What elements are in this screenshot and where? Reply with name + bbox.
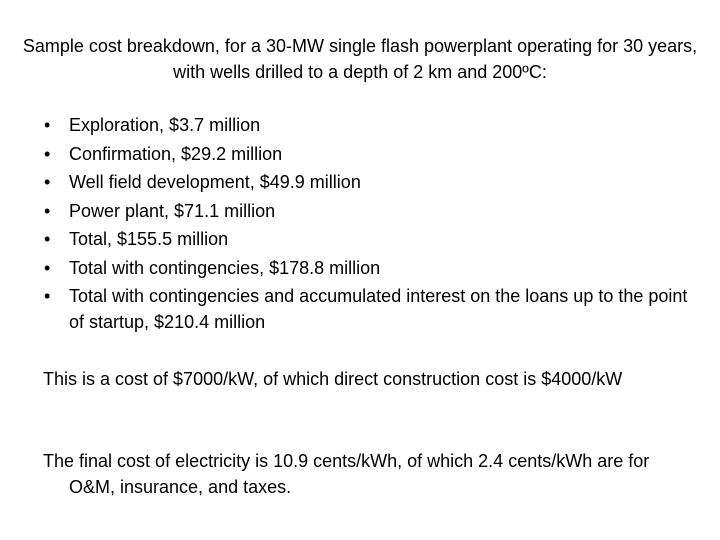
list-item-text: Total, $155.5 million <box>69 229 229 249</box>
list-item-text: Power plant, $71.1 million <box>69 200 276 221</box>
bullet-marker: • <box>44 115 51 135</box>
list-item <box>44 254 704 283</box>
list-item <box>44 197 704 226</box>
cost-breakdown-list <box>44 111 704 337</box>
bullet-marker: • <box>44 229 51 249</box>
bullet-marker: • <box>44 143 51 164</box>
list-item-text: Well field development, $49.9 million <box>69 172 361 192</box>
list-item <box>44 168 704 197</box>
list-item-text: Exploration, $3.7 million <box>69 115 261 135</box>
list-item-text: Total with contingencies, $178.8 million <box>69 257 381 278</box>
list-item <box>44 225 704 254</box>
slide-title: Sample cost breakdown, for a 30-MW single flash powerplant operating for 30 years, with wells drilled to a depth of 2 km and 200ºC: <box>22 36 698 82</box>
list-item-text: Confirmation, $29.2 million <box>69 143 283 164</box>
list-item <box>44 140 704 169</box>
bullet-marker: • <box>44 172 51 192</box>
bullet-marker: • <box>44 286 51 306</box>
list-item <box>44 111 704 140</box>
bullet-marker: • <box>44 200 51 221</box>
electricity-cost-paragraph: The final cost of electricity is 10.9 cents/kWh, of which 2.4 cents/kWh are for O&M, insurance, and taxes. <box>43 451 650 497</box>
bullet-marker: • <box>44 257 51 278</box>
list-item-text: Total with contingencies and accumulated interest on the loans up to the point of startup, $210.4 million <box>69 286 688 332</box>
list-item <box>44 282 704 337</box>
cost-per-kw-paragraph: This is a cost of $7000/kW, of which direct construction cost is $4000/kW <box>43 369 623 389</box>
